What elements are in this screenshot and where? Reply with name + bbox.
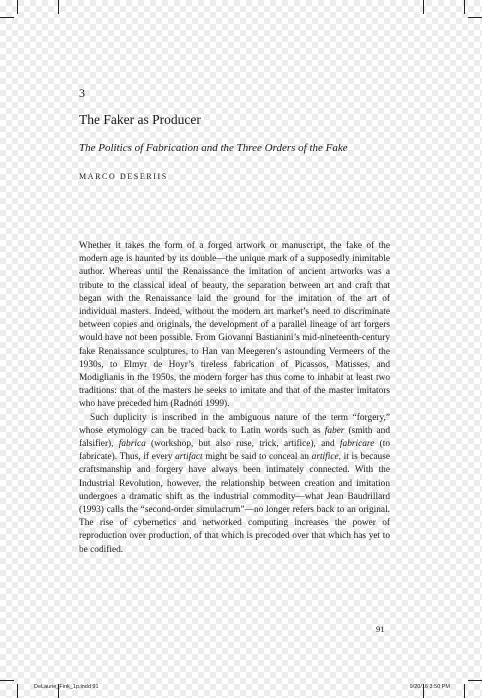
body-paragraph bbox=[79, 240, 390, 412]
crop-mark bbox=[17, 0, 18, 14]
crop-mark bbox=[468, 680, 482, 681]
crop-mark bbox=[0, 680, 14, 681]
print-slug-filename: DeLaurie_Fink_1p.indd 91 bbox=[34, 684, 99, 690]
crop-mark bbox=[17, 684, 18, 698]
italic-term: artifact bbox=[175, 452, 203, 463]
text-run: (smith and falsifier), bbox=[79, 425, 390, 450]
text-run: might be said to conceal an bbox=[202, 452, 312, 463]
text-run: , it is because craftsmanship and forgery have always been intimately connected. With the Industrial Revolution, however, the relationship between creation and imitation undergoes a dramatic shift as the industrial commodity—what Jean Baudrillard (1993) calls the “second-order simulacrum”—no longer refers back to an original. The rise of cybernetics and networked computing increases the power of reproduction over production, of that which is precoded over that which has yet to be codified. bbox=[79, 452, 390, 555]
body-text bbox=[79, 240, 390, 557]
italic-term: artifice bbox=[311, 452, 339, 463]
chapter-number: 3 bbox=[79, 86, 85, 100]
page-number: 91 bbox=[376, 624, 385, 634]
chapter-subtitle: The Politics of Fabrication and the Three Orders of the Fake bbox=[79, 142, 348, 154]
italic-term: fabrica bbox=[118, 439, 146, 450]
text-run: Whether it takes the form of a forged artwork or manuscript, the fake of the modern age is haunted by its double—the unique mark of a supposedly inimitable author. Whereas until the Renaissance the imitation of ancient artworks was a tribute to the classical ideal of beauty, the separation between art and craft that began with the Renaissance laid the ground for the imitation of the art of individual masters. Indeed, without the modern art market’s need to discriminate between copies and originals, the development of a parallel lineage of art forgers would have not been possible. From Giovanni Bastianini’s mid-nineteenth-century fake Renaissance sculptures, to Han van Meegeren’s astounding Vermeers of the 1930s, to Elmyr de Hoyr’s tireless fabrication of Picassos, Matisses, and Modiglianis in the 1950s, the modern forger has thus come to inhabit at least two traditions: that of the masters he seeks to imitate and that of the master imitators who have preceded him (Radnóti 1999). bbox=[79, 241, 390, 410]
body-paragraph bbox=[79, 412, 390, 557]
chapter-title: The Faker as Producer bbox=[79, 112, 201, 127]
text-run: (workshop, but also ruse, trick, artifice), and bbox=[145, 439, 340, 450]
italic-term: faber bbox=[324, 425, 345, 436]
crop-mark bbox=[464, 0, 465, 14]
italic-term: fabricare bbox=[339, 439, 375, 450]
crop-mark bbox=[468, 17, 482, 18]
text-run: (to fabricate). Thus, if every bbox=[79, 439, 391, 463]
crop-mark bbox=[0, 17, 14, 18]
crop-mark bbox=[464, 684, 465, 698]
text-run: Such duplicity is inscribed in the ambiguous nature of the term “forgery,” whose etymology can be traced back to Latin words such as bbox=[79, 412, 390, 436]
print-slug-timestamp: 9/20/16 3:50 PM bbox=[409, 684, 450, 690]
crop-mark bbox=[58, 0, 59, 14]
crop-mark bbox=[423, 0, 424, 14]
author-name: MARCO DESERIIS bbox=[79, 172, 168, 181]
